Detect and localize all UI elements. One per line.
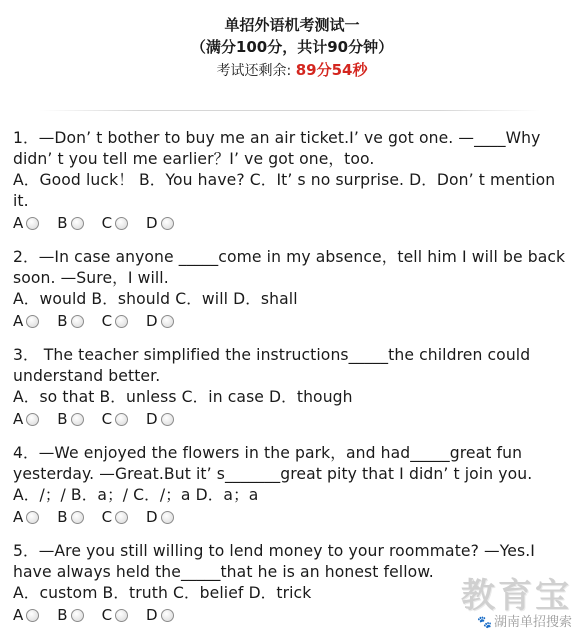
answer-letter: A xyxy=(13,312,24,330)
answer-option-c[interactable] xyxy=(102,213,128,233)
question-text: 2．—In case anyone _____come in my absence，tell him I will be back soon. —Sure，I will. xyxy=(13,248,566,287)
radio-button[interactable] xyxy=(161,217,174,230)
question-options: A．would B．should C．will D．shall xyxy=(13,290,298,308)
answer-option-b[interactable] xyxy=(57,311,83,331)
header-divider xyxy=(40,110,540,111)
radio-button[interactable] xyxy=(71,609,84,622)
answer-option-a[interactable] xyxy=(13,311,39,331)
answer-option-d[interactable] xyxy=(146,507,174,527)
answer-letter: D xyxy=(146,606,158,624)
radio-button[interactable] xyxy=(71,511,84,524)
radio-button[interactable] xyxy=(115,217,128,230)
answer-letter: D xyxy=(146,508,158,526)
answer-option-a[interactable] xyxy=(13,409,39,429)
radio-button[interactable] xyxy=(26,413,39,426)
radio-button[interactable] xyxy=(115,413,128,426)
question-1 xyxy=(13,128,575,233)
exam-subtitle: （满分100分，共计90分钟） xyxy=(190,38,394,56)
answer-letter: D xyxy=(146,312,158,330)
radio-button[interactable] xyxy=(161,315,174,328)
radio-button[interactable] xyxy=(115,609,128,622)
answer-letter: C xyxy=(101,606,113,624)
radio-button[interactable] xyxy=(71,315,84,328)
exam-header xyxy=(0,0,584,82)
radio-button[interactable] xyxy=(115,315,128,328)
paw-icon: 🐾 xyxy=(477,615,492,629)
question-4 xyxy=(13,443,575,527)
question-list xyxy=(13,128,575,639)
question-text: 1．—Don’ t bother to buy me an air ticket.I’ ve got one. —____Why didn’ t you tell me earlier？I’ ve got one，too. xyxy=(13,129,541,168)
radio-button[interactable] xyxy=(26,315,39,328)
answer-letter: C xyxy=(101,508,113,526)
exam-title: 单招外语机考测试一 xyxy=(224,16,360,34)
answer-letter: D xyxy=(146,410,158,428)
answer-option-a[interactable] xyxy=(13,213,39,233)
answer-option-b[interactable] xyxy=(57,409,83,429)
watermark-logo: 教育宝 xyxy=(461,576,572,616)
radio-button[interactable] xyxy=(161,609,174,622)
answer-option-a[interactable] xyxy=(13,507,39,527)
answer-option-a[interactable] xyxy=(13,605,39,625)
answer-row xyxy=(13,409,575,429)
watermark-sub: 湖南单招搜索 xyxy=(493,615,572,630)
watermark-caption xyxy=(461,614,572,631)
question-options: A．Good luck！ B．You have? C．It’ s no surprise. D．Don’ t mention it. xyxy=(13,171,556,210)
radio-button[interactable] xyxy=(26,217,39,230)
radio-button[interactable] xyxy=(26,511,39,524)
answer-letter: A xyxy=(13,606,24,624)
answer-letter: B xyxy=(57,410,68,428)
answer-letter: B xyxy=(57,312,68,330)
answer-letter: B xyxy=(57,214,68,232)
answer-option-b[interactable] xyxy=(57,507,83,527)
question-text: 3． The teacher simplified the instructions_____the children could understand better. xyxy=(13,346,531,385)
exam-timer xyxy=(0,59,584,82)
question-text: 4．—We enjoyed the flowers in the park，and had_____great fun yesterday. —Great.But it’ s_______great pity that I didn’ t join you. xyxy=(13,444,533,483)
radio-button[interactable] xyxy=(161,413,174,426)
answer-letter: B xyxy=(57,606,68,624)
answer-row xyxy=(13,507,575,527)
answer-option-b[interactable] xyxy=(57,605,83,625)
question-options: A．custom B．truth C．belief D．trick xyxy=(13,584,312,602)
timer-value: 89分54秒 xyxy=(295,61,368,79)
timer-label: 考试还剩余: xyxy=(216,63,292,79)
answer-option-d[interactable] xyxy=(146,605,174,625)
answer-option-d[interactable] xyxy=(146,213,174,233)
radio-button[interactable] xyxy=(26,609,39,622)
question-text: 5．—Are you still willing to lend money to your roommate? —Yes.I have always held the_____that he is an honest fellow. xyxy=(13,542,535,581)
question-2 xyxy=(13,247,575,331)
watermark xyxy=(461,578,572,631)
question-options: A．/；/ B．a；/ C．/；a D．a；a xyxy=(13,486,259,504)
question-3 xyxy=(13,345,575,429)
answer-option-d[interactable] xyxy=(146,311,174,331)
answer-letter: C xyxy=(101,410,113,428)
radio-button[interactable] xyxy=(71,413,84,426)
answer-letter: B xyxy=(57,508,68,526)
answer-letter: A xyxy=(13,508,24,526)
answer-letter: C xyxy=(101,312,113,330)
answer-option-c[interactable] xyxy=(102,409,128,429)
answer-option-b[interactable] xyxy=(57,213,83,233)
answer-option-c[interactable] xyxy=(102,311,128,331)
answer-letter: D xyxy=(146,214,158,232)
answer-option-d[interactable] xyxy=(146,409,174,429)
answer-letter: C xyxy=(101,214,113,232)
answer-option-c[interactable] xyxy=(102,507,128,527)
question-options: A．so that B．unless C．in case D．though xyxy=(13,388,353,406)
radio-button[interactable] xyxy=(161,511,174,524)
radio-button[interactable] xyxy=(115,511,128,524)
radio-button[interactable] xyxy=(71,217,84,230)
answer-letter: A xyxy=(13,214,24,232)
answer-row xyxy=(13,311,575,331)
answer-option-c[interactable] xyxy=(102,605,128,625)
answer-letter: A xyxy=(13,410,24,428)
answer-row xyxy=(13,213,575,233)
